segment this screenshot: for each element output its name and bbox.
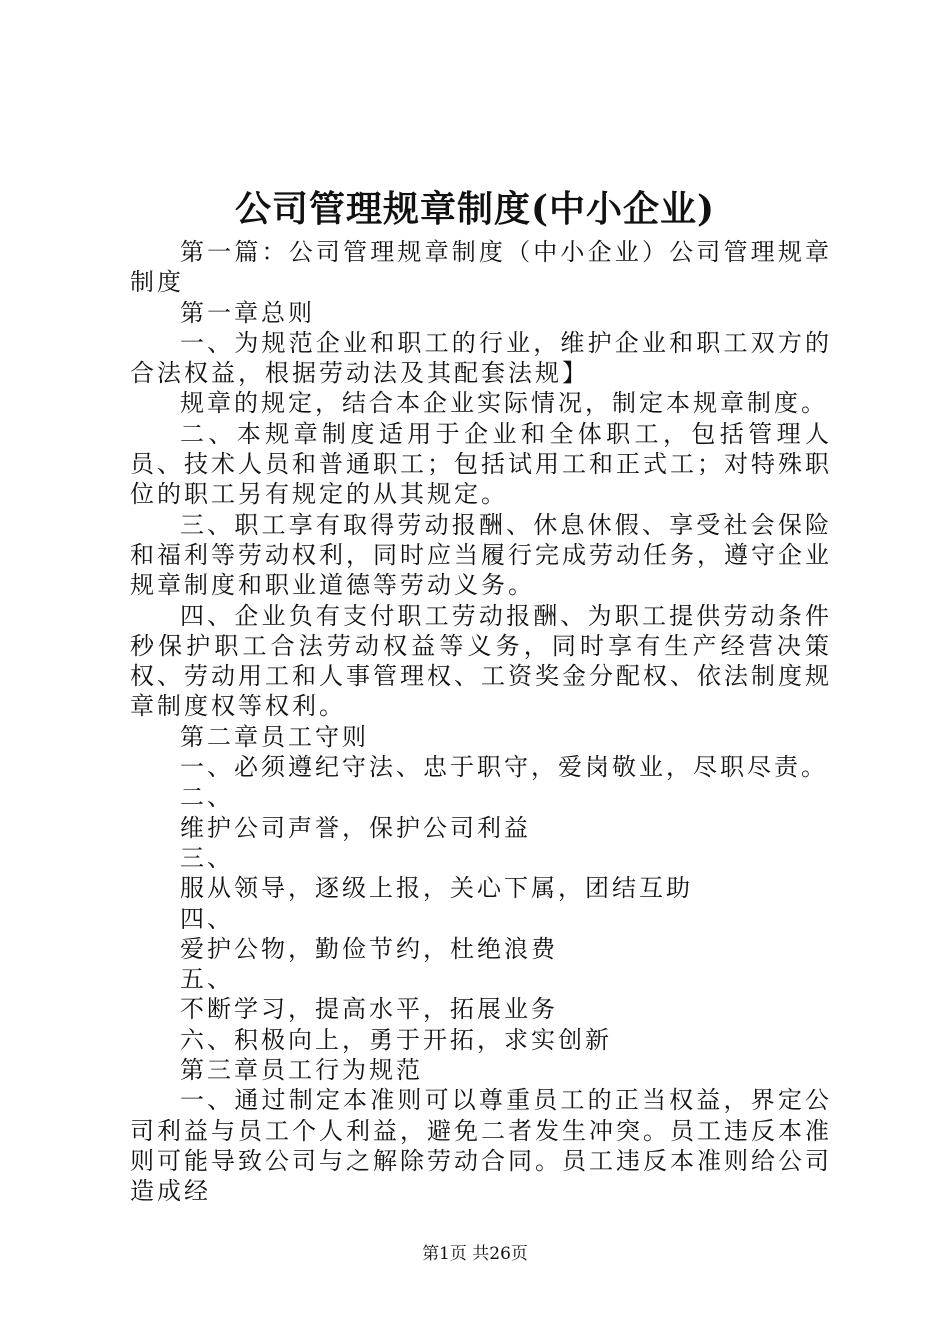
document-body (130, 237, 832, 1207)
paragraph: 四、企业负有支付职工劳动报酬、为职工提供劳动条件秒保护职工合法劳动权益等义务，同时享有生产经营决策权、劳动用工和人事管理权、工资奖金分配权、依法制度规章制度权等权利。 (130, 601, 832, 721)
list-number: 二、 (180, 783, 234, 812)
page-footer: 第1页 共26页 (422, 1244, 528, 1264)
list-number: 三、 (180, 843, 234, 872)
paragraph: 爱护公物，勤俭节约，杜绝浪费 (180, 934, 558, 963)
list-number: 四、 (180, 904, 234, 933)
chapter-heading: 第一章总则 (180, 298, 315, 327)
document-title: 公司管理规章制度(中小企业) (234, 188, 716, 230)
chapter-heading: 第二章员工守则 (180, 722, 369, 751)
paragraph: 第一篇：公司管理规章制度（中小企业）公司管理规章制度 (130, 238, 832, 297)
paragraph: 维护公司声誉，保护公司利益 (180, 813, 531, 842)
paragraph: 三、职工享有取得劳动报酬、休息休假、享受社会保险和福利等劳动权利，同时应当履行完成劳动任务，遵守企业规章制度和职业道德等劳动义务。 (130, 510, 832, 600)
paragraph: 服从领导，逐级上报，关心下属，团结互助 (180, 874, 693, 903)
paragraph: 一、为规范企业和职工的行业，维护企业和职工双方的合法权益，根据劳动法及其配套法规】 (130, 328, 832, 388)
paragraph: 六、积极向上，勇于开拓，求实创新 (180, 1025, 612, 1054)
list-number: 五、 (180, 965, 234, 994)
chapter-heading: 第三章员工行为规范 (180, 1056, 423, 1085)
paragraph: 一、通过制定本准则可以尊重员工的正当权益，界定公司利益与员工个人利益，避免二者发生冲突。员工违反本准则可能导致公司与之解除劳动合同。员工违反本准则给公司造成经 (130, 1086, 832, 1206)
paragraph: 一、必须遵纪守法、忠于职守，爱岗敬业，尽职尽责。 (180, 753, 828, 782)
paragraph: 不断学习，提高水平，拓展业务 (180, 995, 558, 1024)
paragraph: 二、本规章制度适用于企业和全体职工，包括管理人员、技术人员和普通职工；包括试用工和正式工；对特殊职位的职工另有规定的从其规定。 (130, 419, 832, 509)
paragraph: 规章的规定，结合本企业实际情况，制定本规章制度。 (180, 389, 828, 418)
